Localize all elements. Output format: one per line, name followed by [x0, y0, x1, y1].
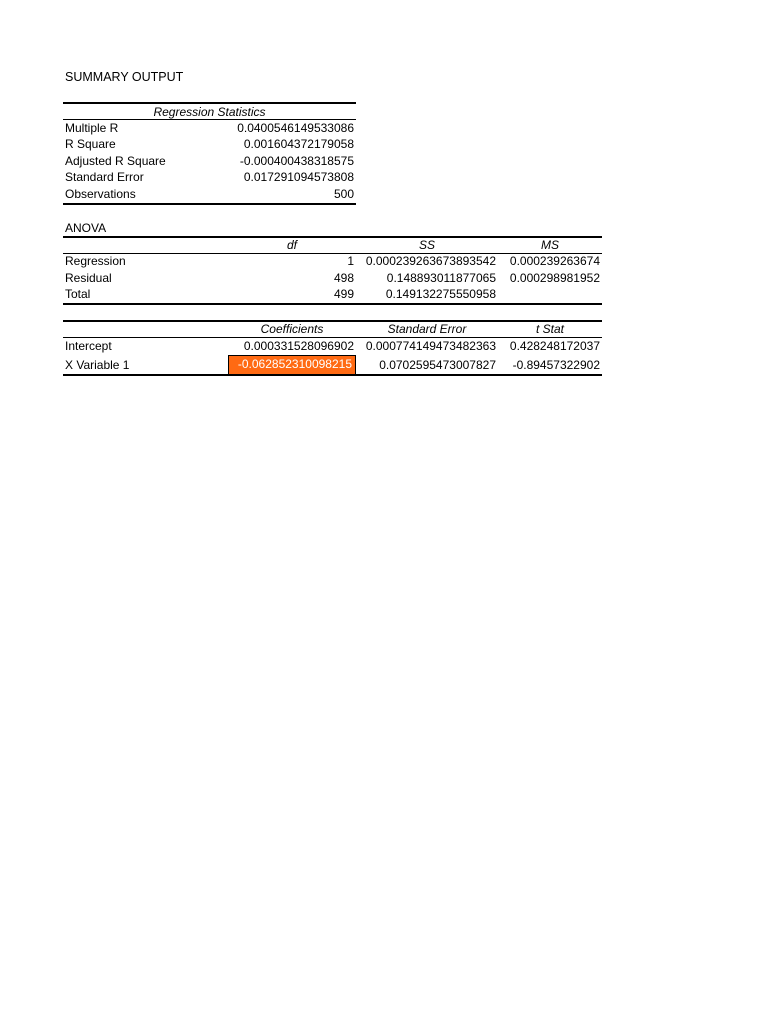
- regstats-header: Regression Statistics: [153, 105, 266, 119]
- regstats-label-multiple-r: Multiple R: [65, 121, 119, 135]
- se-value-x-variable-1: 0.0702595473007827: [379, 358, 496, 372]
- anova-df-regression: 1: [347, 254, 354, 268]
- anova-label-regression: Regression: [65, 254, 126, 268]
- regstats-value-standard-error: 0.017291094573808: [243, 170, 354, 184]
- tstat-value-intercept: 0.428248172037: [509, 339, 600, 353]
- summary-title: SUMMARY OUTPUT: [65, 70, 184, 84]
- anova-col-df: df: [286, 238, 297, 252]
- anova-df-total: 499: [333, 287, 354, 301]
- anova-label-total: Total: [65, 287, 91, 301]
- coef-bottom-rule: [63, 374, 602, 376]
- anova-label-residual: Residual: [65, 271, 112, 285]
- regstats-label-standard-error: Standard Error: [65, 170, 144, 184]
- anova-col-ms: MS: [541, 238, 559, 252]
- regstats-value-multiple-r: 0.0400546149533086: [237, 121, 354, 135]
- anova-ms-regression: 0.000239263674: [509, 254, 600, 268]
- regstats-value-observations: 500: [333, 187, 354, 201]
- coef-col-t-stat: t Stat: [535, 322, 564, 336]
- coef-label-intercept: Intercept: [65, 339, 112, 353]
- regstats-value-adjusted-r-square: -0.000400438318575: [239, 154, 354, 168]
- anova-col-ss: SS: [418, 238, 435, 252]
- anova-title: ANOVA: [65, 221, 107, 235]
- anova-ms-residual: 0.000298981952: [509, 271, 600, 285]
- tstat-value-x-variable-1: -0.89457322902: [512, 358, 600, 372]
- anova-bottom-rule: [63, 303, 602, 305]
- regstats-label-observations: Observations: [65, 187, 136, 201]
- coef-col-standard-error: Standard Error: [387, 322, 467, 336]
- coef-value-x-variable-1[interactable]: -0.062852310098215: [237, 357, 352, 371]
- anova-ss-regression: 0.000239263673893542: [365, 254, 496, 268]
- coef-col-coefficients: Coefficients: [260, 322, 324, 336]
- se-value-intercept: 0.000774149473482363: [365, 339, 496, 353]
- anova-ss-residual: 0.148893011877065: [386, 271, 496, 285]
- coef-label-x-variable-1: X Variable 1: [65, 358, 130, 372]
- regstats-value-r-square: 0.001604372179058: [243, 137, 354, 151]
- coef-value-intercept: 0.000331528096902: [243, 339, 354, 353]
- regstats-bottom-rule: [63, 203, 356, 205]
- anova-df-residual: 498: [333, 271, 354, 285]
- regstats-label-adjusted-r-square: Adjusted R Square: [65, 154, 166, 168]
- anova-ss-total: 0.149132275550958: [385, 287, 496, 301]
- regstats-label-r-square: R Square: [65, 137, 116, 151]
